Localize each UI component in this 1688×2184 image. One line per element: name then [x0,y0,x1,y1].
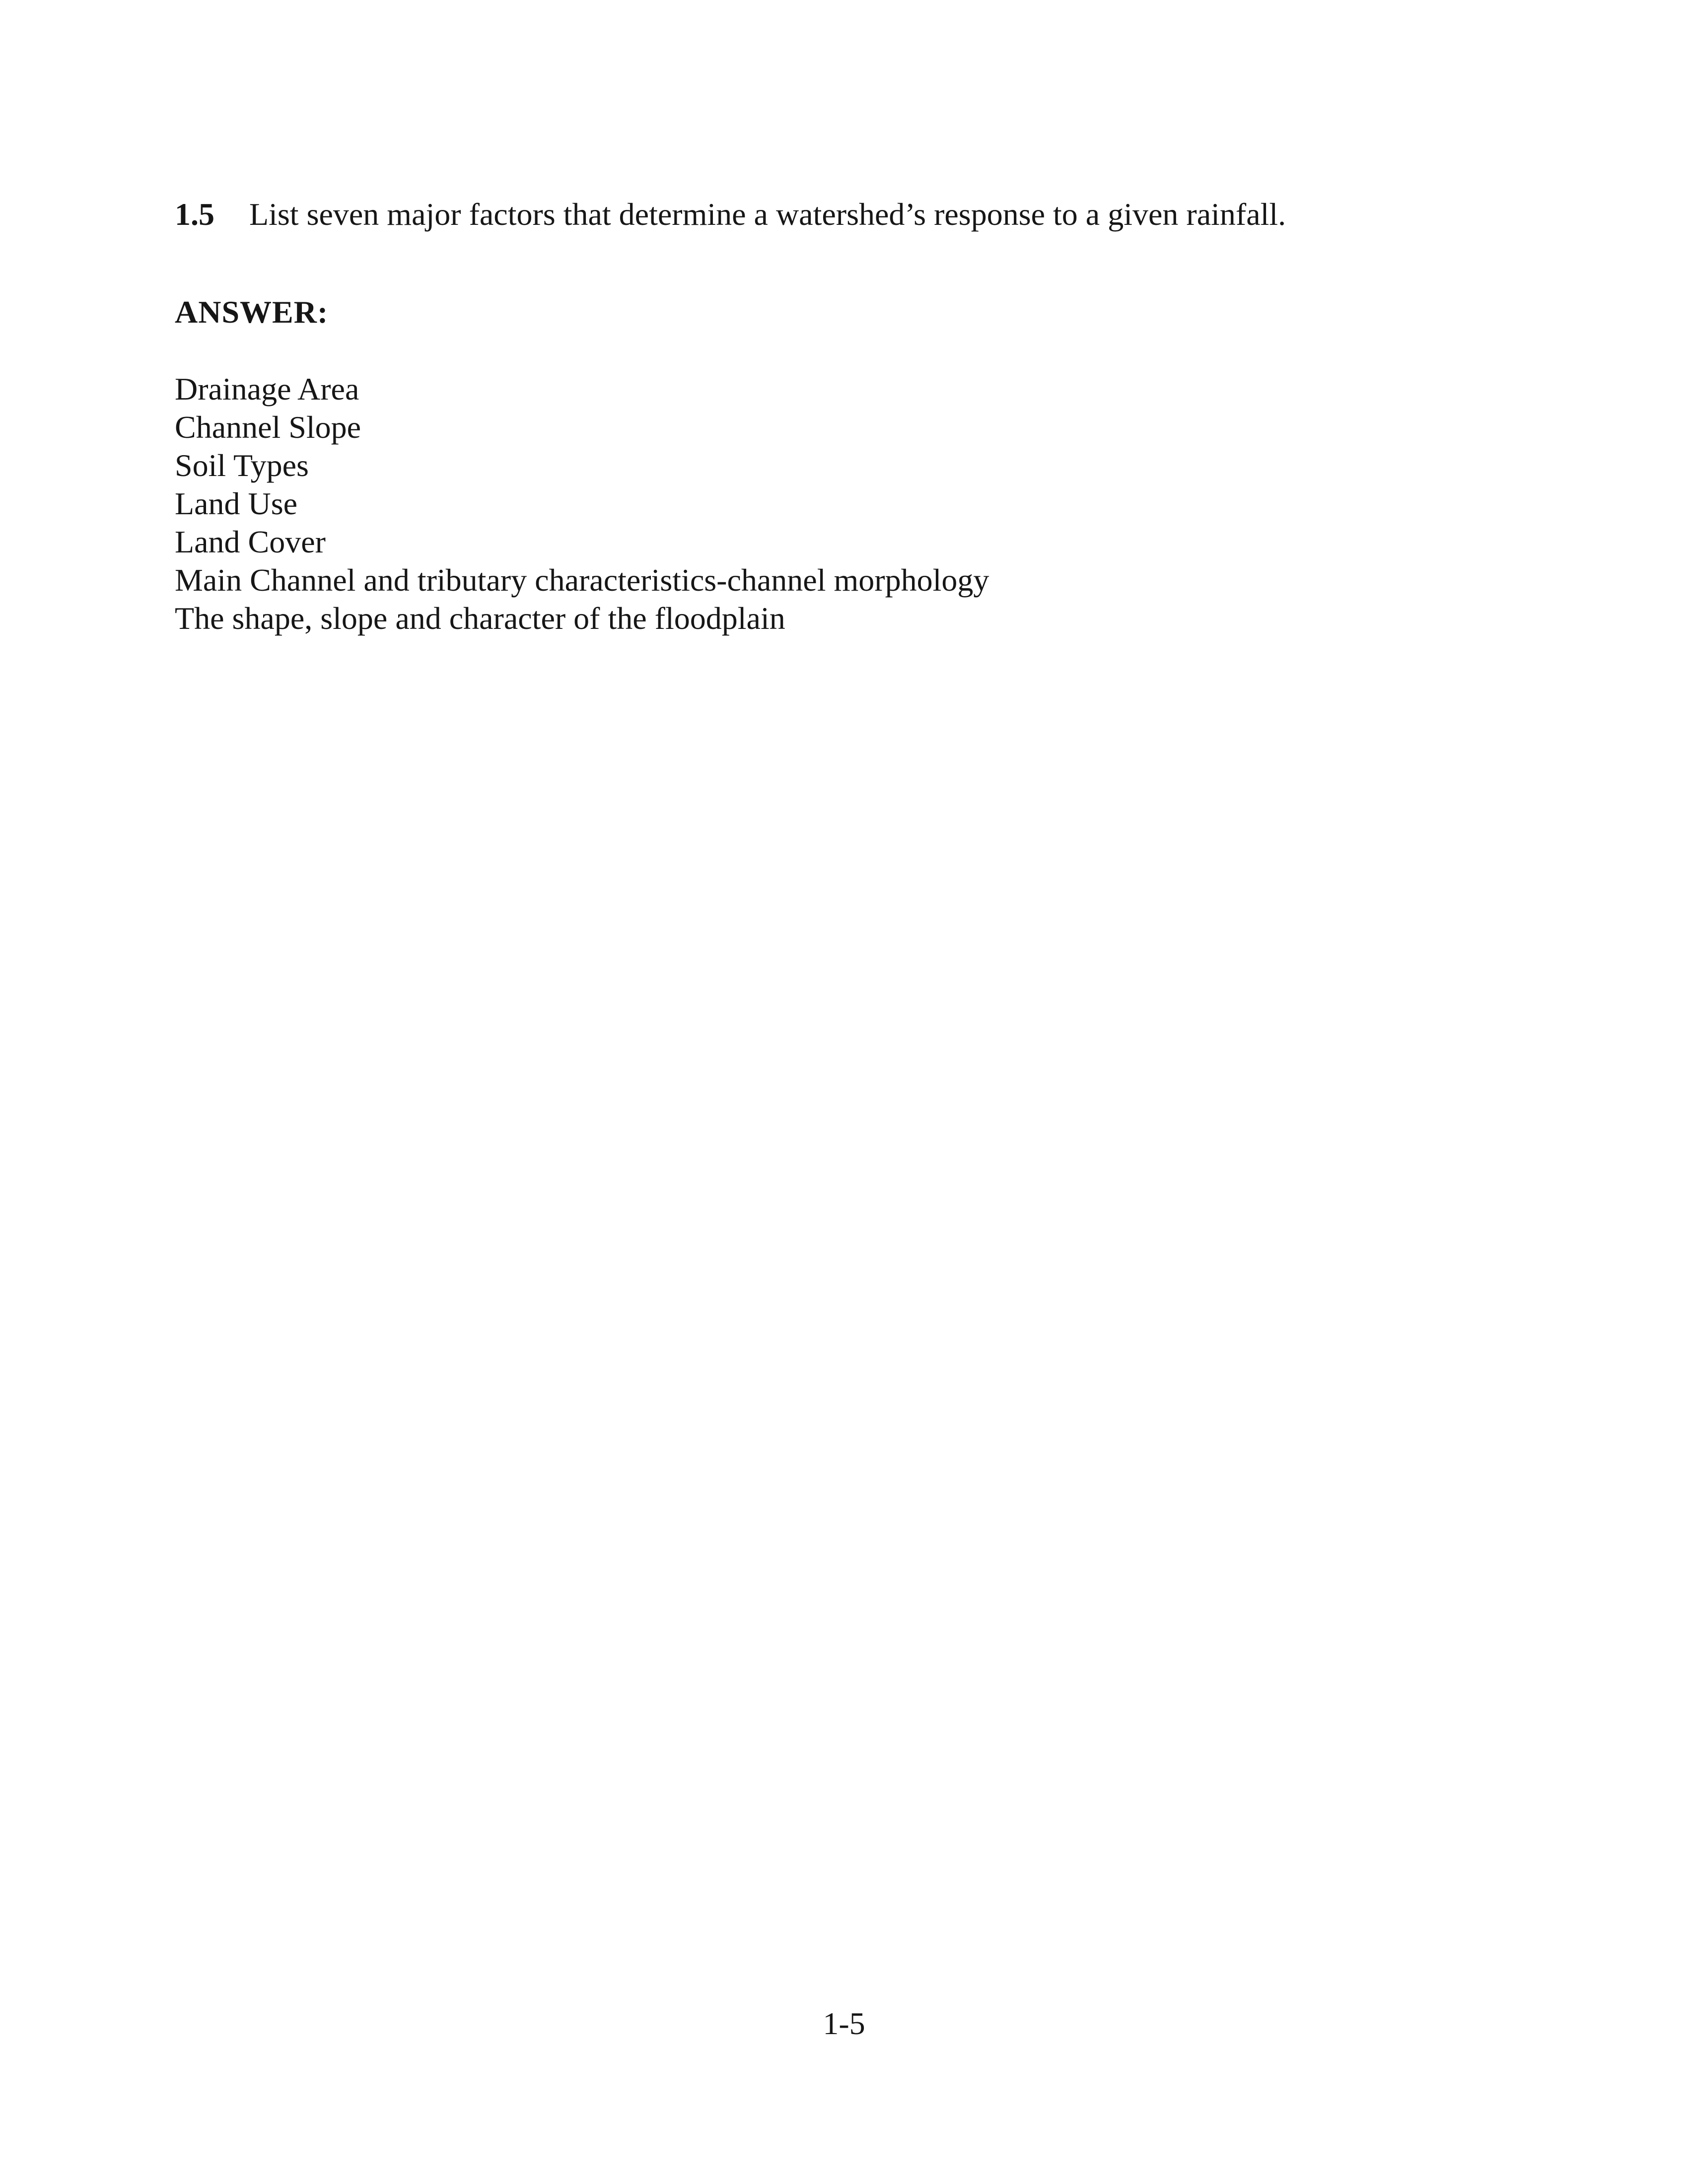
answer-list [175,370,989,637]
list-item: Drainage Area [175,371,359,407]
list-item: Land Use [175,486,298,521]
page-number-text: 1-5 [823,2006,865,2041]
question [175,199,1286,230]
question-number: 1.5 [175,197,214,232]
list-item: Channel Slope [175,410,361,445]
answer-heading: ANSWER: [175,294,329,330]
list-item: Land Cover [175,524,326,559]
list-item: Soil Types [175,448,309,483]
question-text: List seven major factors that determine a watershed’s response to a given rainfall. [249,197,1286,232]
list-item: The shape, slope and character of the floodplain [175,601,785,636]
page-number [0,2008,1688,2040]
list-item: Main Channel and tributary characteristics-channel morphology [175,562,989,598]
